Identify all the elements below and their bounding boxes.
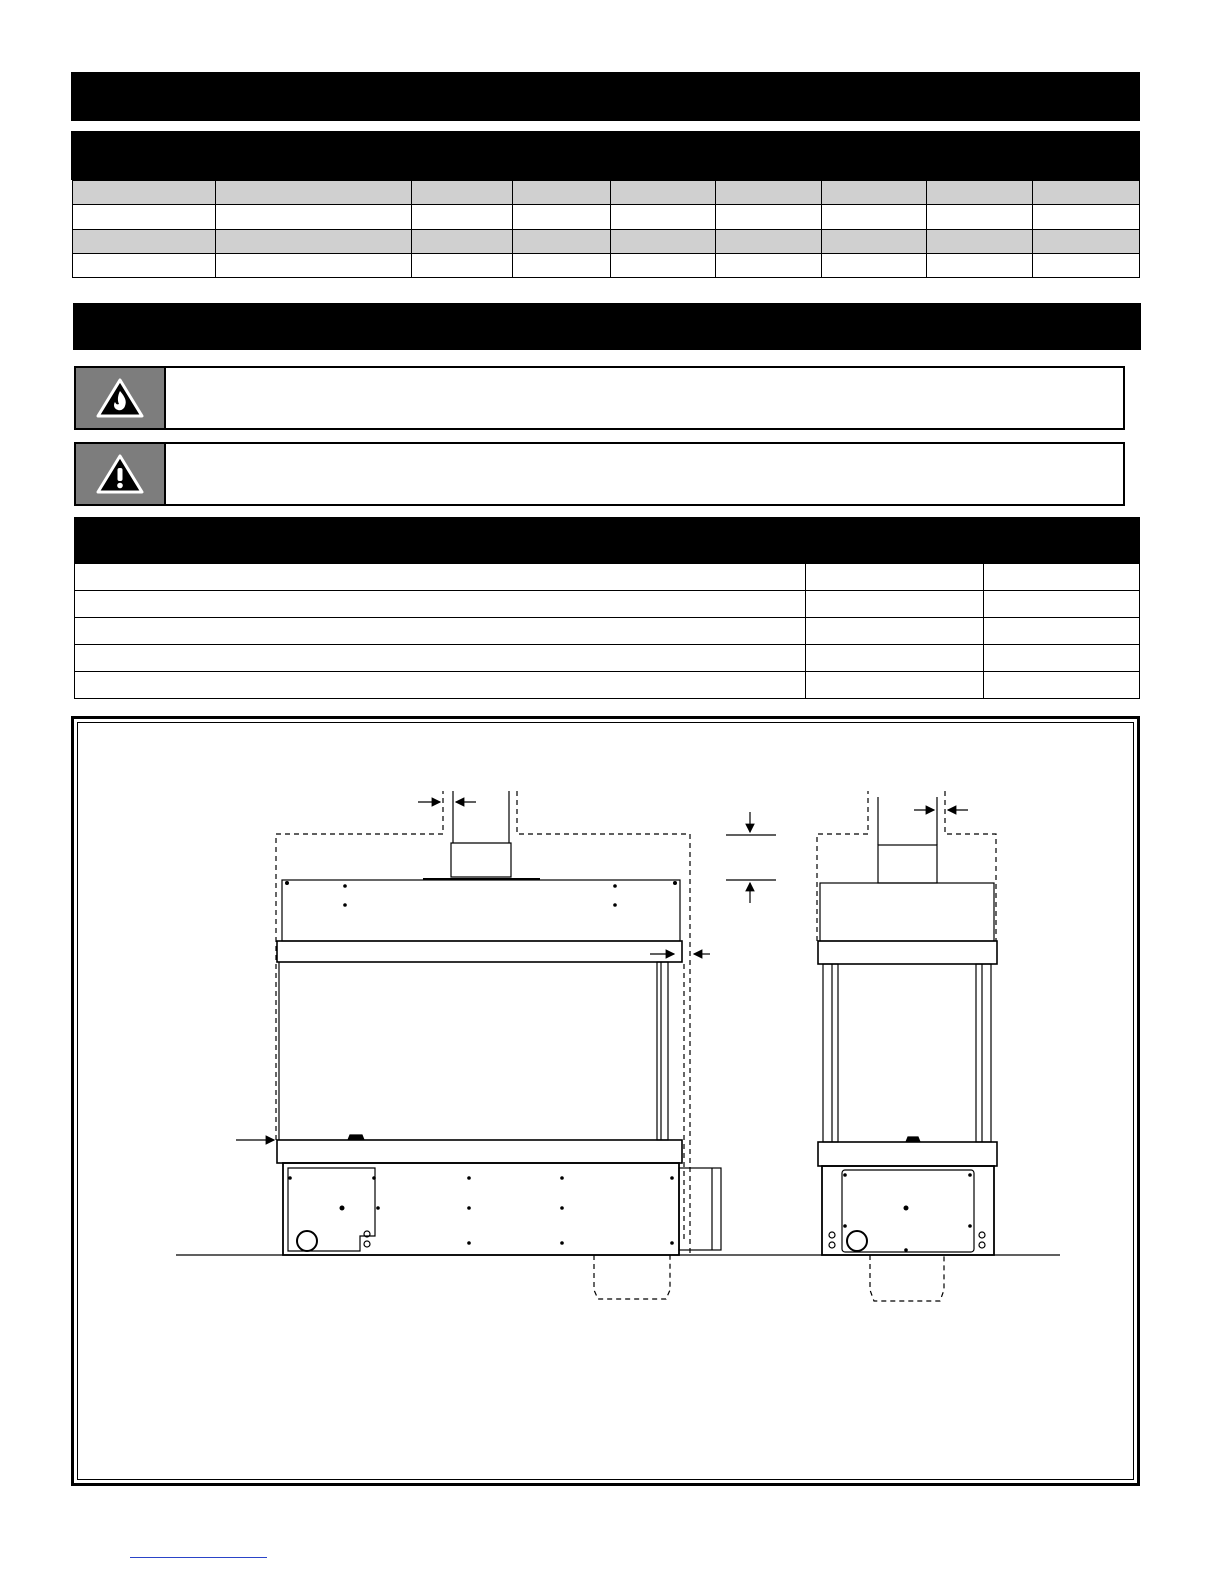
upper-frame [277,941,682,962]
footer-link[interactable] [130,1557,267,1558]
lower-frame [277,1140,682,1163]
upper-frame [818,941,997,964]
floor-cutout-outline [870,1255,944,1301]
vent-collar [878,845,937,883]
floor-cutout-outline [594,1255,670,1299]
top-clearance-dimension [726,812,776,903]
top-housing [820,883,994,941]
clearance-outline [276,791,690,1255]
fastener-dots [285,881,972,1252]
lower-frame [818,1142,997,1166]
top-housing [282,880,680,941]
side-trim [657,962,668,1140]
clearance-outline [817,791,996,941]
side-vent-box [679,1168,721,1250]
front-view [236,791,721,1299]
vent-collar [451,843,511,877]
